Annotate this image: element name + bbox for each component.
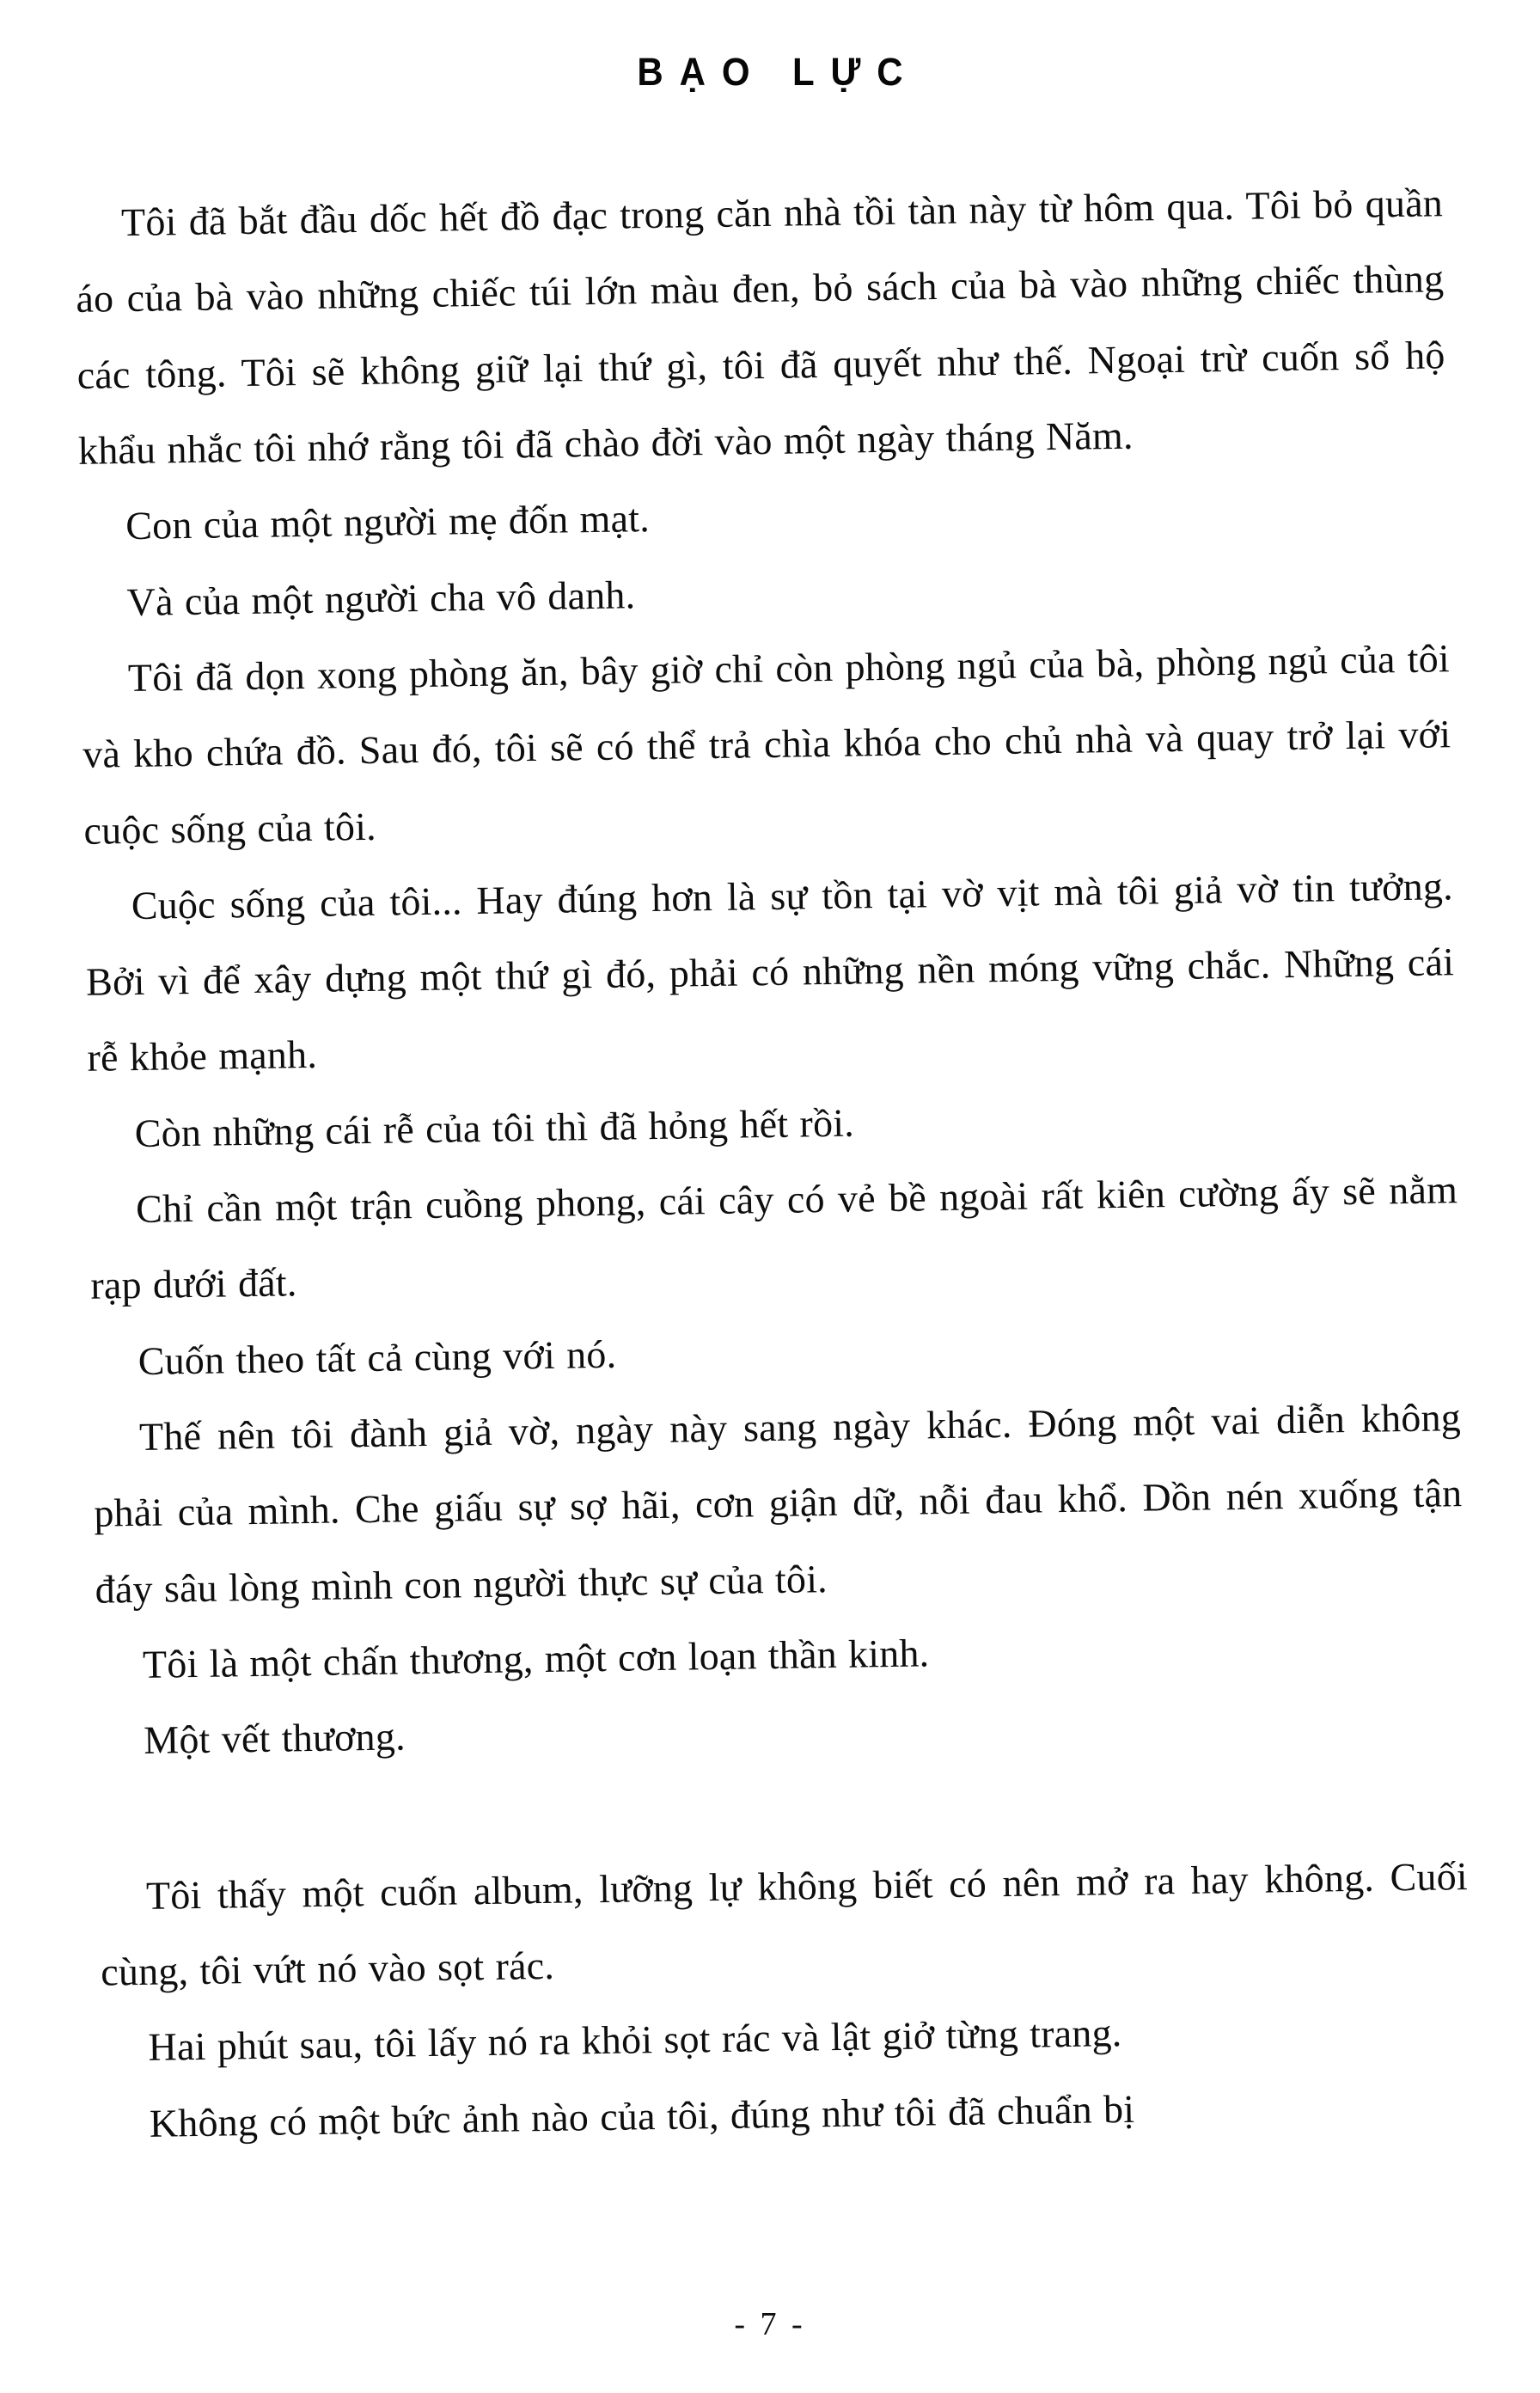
- paragraph: Hai phút sau, tôi lấy nó ra khỏi sọt rác và lật giở từng trang.: [148, 2010, 1122, 2070]
- paragraph: Tôi là một chấn thương, một cơn loạn thần kinh.: [142, 1631, 930, 1686]
- paragraph: Và của một người cha vô danh.: [126, 572, 636, 624]
- page-number: - 7 -: [734, 2306, 806, 2342]
- page-body: [74, 165, 1471, 2162]
- paragraph: Một vết thương.: [143, 1714, 406, 1763]
- paragraph: Cuốn theo tất cả cùng với nó.: [138, 1331, 617, 1383]
- paragraph: Tôi đã dọn xong phòng ăn, bây giờ chỉ còn phòng ngủ của bà, phòng ngủ của tôi và kho chứa đồ. Sau đó, tôi sẽ có thể trả chìa khóa cho chủ nhà và quay trở lại với cuộc sống của tôi.: [82, 636, 1451, 853]
- paragraph: Con của một người mẹ đốn mạt.: [125, 496, 651, 548]
- paragraph: Chỉ cần một trận cuồng phong, cái cây có vẻ bề ngoài rất kiên cường ấy sẽ nằm rạp dưới đất.: [90, 1167, 1458, 1308]
- paragraph: Không có một bức ảnh nào của tôi, đúng như tôi đã chuẩn bị: [149, 2086, 1135, 2145]
- paragraph: Thế nên tôi đành giả vờ, ngày này sang ngày khác. Đóng một vai diễn không phải của mình. Che giấu sự sợ hãi, cơn giận dữ, nỗi đau khổ. Dồn nén xuống tận đáy sâu lòng mình con người thực sự của tôi.: [93, 1395, 1463, 1612]
- paragraph: Cuộc sống của tôi... Hay đúng hơn là sự tồn tại vờ vịt mà tôi giả vờ tin tưởng. Bởi vì để xây dựng một thứ gì đó, phải có những nền móng vững chắc. Những cái rễ khỏe mạnh.: [85, 864, 1455, 1080]
- paragraph: Tôi đã bắt đầu dốc hết đồ đạc trong căn nhà tồi tàn này từ hôm qua. Tôi bỏ quần áo của bà vào những chiếc túi lớn màu đen, bỏ sách của bà vào những chiếc thùng các tông. Tôi sẽ không giữ lại thứ gì, tôi đã quyết như thế. Ngoại trừ cuốn sổ hộ khẩu nhắc tôi nhớ rằng tôi đã chào đời vào một ngày tháng Năm.: [76, 181, 1445, 473]
- paragraph: Tôi thấy một cuốn album, lưỡng lự không biết có nên mở ra hay không. Cuối cùng, tôi vứt nó vào sọt rác.: [100, 1853, 1469, 1994]
- chapter-header: BẠO LỰC: [637, 50, 920, 94]
- paragraph: Còn những cái rễ của tôi thì đã hỏng hết rồi.: [134, 1100, 855, 1155]
